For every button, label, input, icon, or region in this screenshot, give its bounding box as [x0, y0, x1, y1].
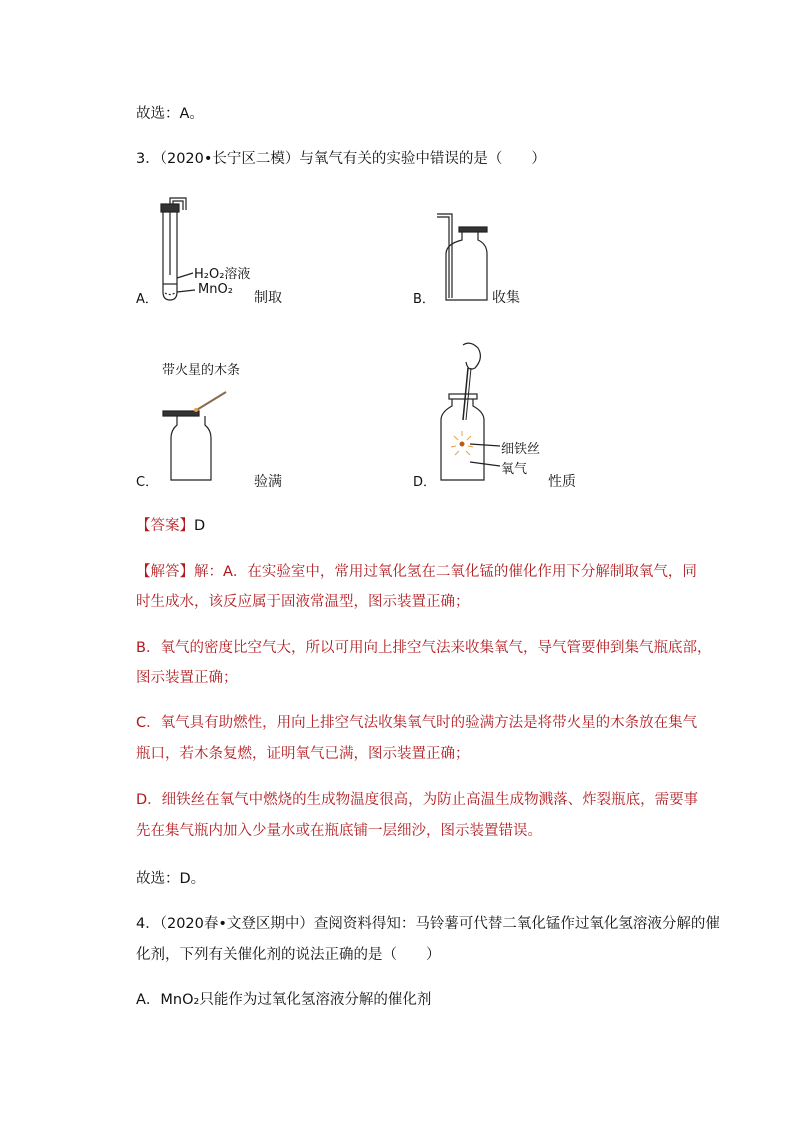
option-b-letter: B． — [413, 292, 435, 307]
analysis-text-1: 解：A．在实验室中，常用过氧化氢在二氧化锰的催化作用下分解制取氧气，同 — [194, 564, 697, 580]
analysis-line-2: 时生成水，该反应属于固液常温型，图示装置正确； — [136, 594, 470, 610]
label-o2: 氧气 — [501, 462, 528, 477]
analysis-line-6: 瓶口，若木条复燃，证明氧气已满，图示装置正确； — [136, 746, 470, 762]
analysis-line-4: 图示装置正确； — [136, 670, 238, 686]
analysis-line-5: C．氧气具有助燃性，用向上排空气法收集氧气时的验满方法是将带火星的木条放在集气 — [136, 715, 698, 731]
figure-b-apparatus — [437, 214, 487, 300]
answer-tag: 【答案】 — [136, 518, 194, 534]
q4-stem-2: 化剂，下列有关催化剂的说法正确的是（ ） — [136, 947, 441, 963]
option-a-letter: A． — [136, 292, 158, 307]
label-h2o2: H₂O₂溶液 — [194, 267, 251, 282]
analysis-line-8: 先在集气瓶内加入少量水或在瓶底铺一层细沙，图示装置错误。 — [136, 823, 542, 839]
q3-answer — [136, 516, 205, 536]
q4-option-a: A．MnO₂只能作为过氧化氢溶液分解的催化剂 — [136, 992, 432, 1008]
figure-d-apparatus — [441, 343, 500, 480]
option-c-letter: C． — [136, 475, 159, 490]
label-wire: 细铁丝 — [501, 442, 541, 457]
q4-stem-1: 4．（2020春•文登区期中）查阅资料得知：马铃薯可代替二氧化锰作过氧化氢溶液分解的催 — [136, 916, 720, 932]
label-mno2: MnO₂ — [198, 282, 233, 297]
analysis-line-1 — [136, 562, 697, 582]
answer-value: D — [194, 518, 206, 534]
analysis-line-3: B．氧气的密度比空气大，所以可用向上排空气法来收集氧气，导气管要伸到集气瓶底部， — [136, 640, 712, 656]
option-d-letter: D． — [413, 475, 437, 490]
label-stick: 带火星的木条 — [162, 363, 241, 378]
figure-a-apparatus — [161, 198, 195, 300]
q3-stem: 3．（2020•长宁区二模）与氧气有关的实验中错误的是（ ） — [136, 151, 546, 167]
analysis-tag: 【解答】 — [136, 564, 194, 580]
figure-c-apparatus — [163, 392, 226, 480]
option-a-caption: 制取 — [254, 290, 282, 306]
option-c-caption: 验满 — [254, 474, 282, 490]
option-b-caption: 收集 — [492, 290, 520, 306]
q2-answer: 故选：A。 — [136, 106, 204, 122]
analysis-line-7: D．细铁丝在氧气中燃烧的生成物温度很高，为防止高温生成物溅落、炸裂瓶底，需要事 — [136, 792, 699, 808]
option-d-caption: 性质 — [548, 474, 576, 490]
q3-final: 故选：D。 — [136, 871, 206, 887]
